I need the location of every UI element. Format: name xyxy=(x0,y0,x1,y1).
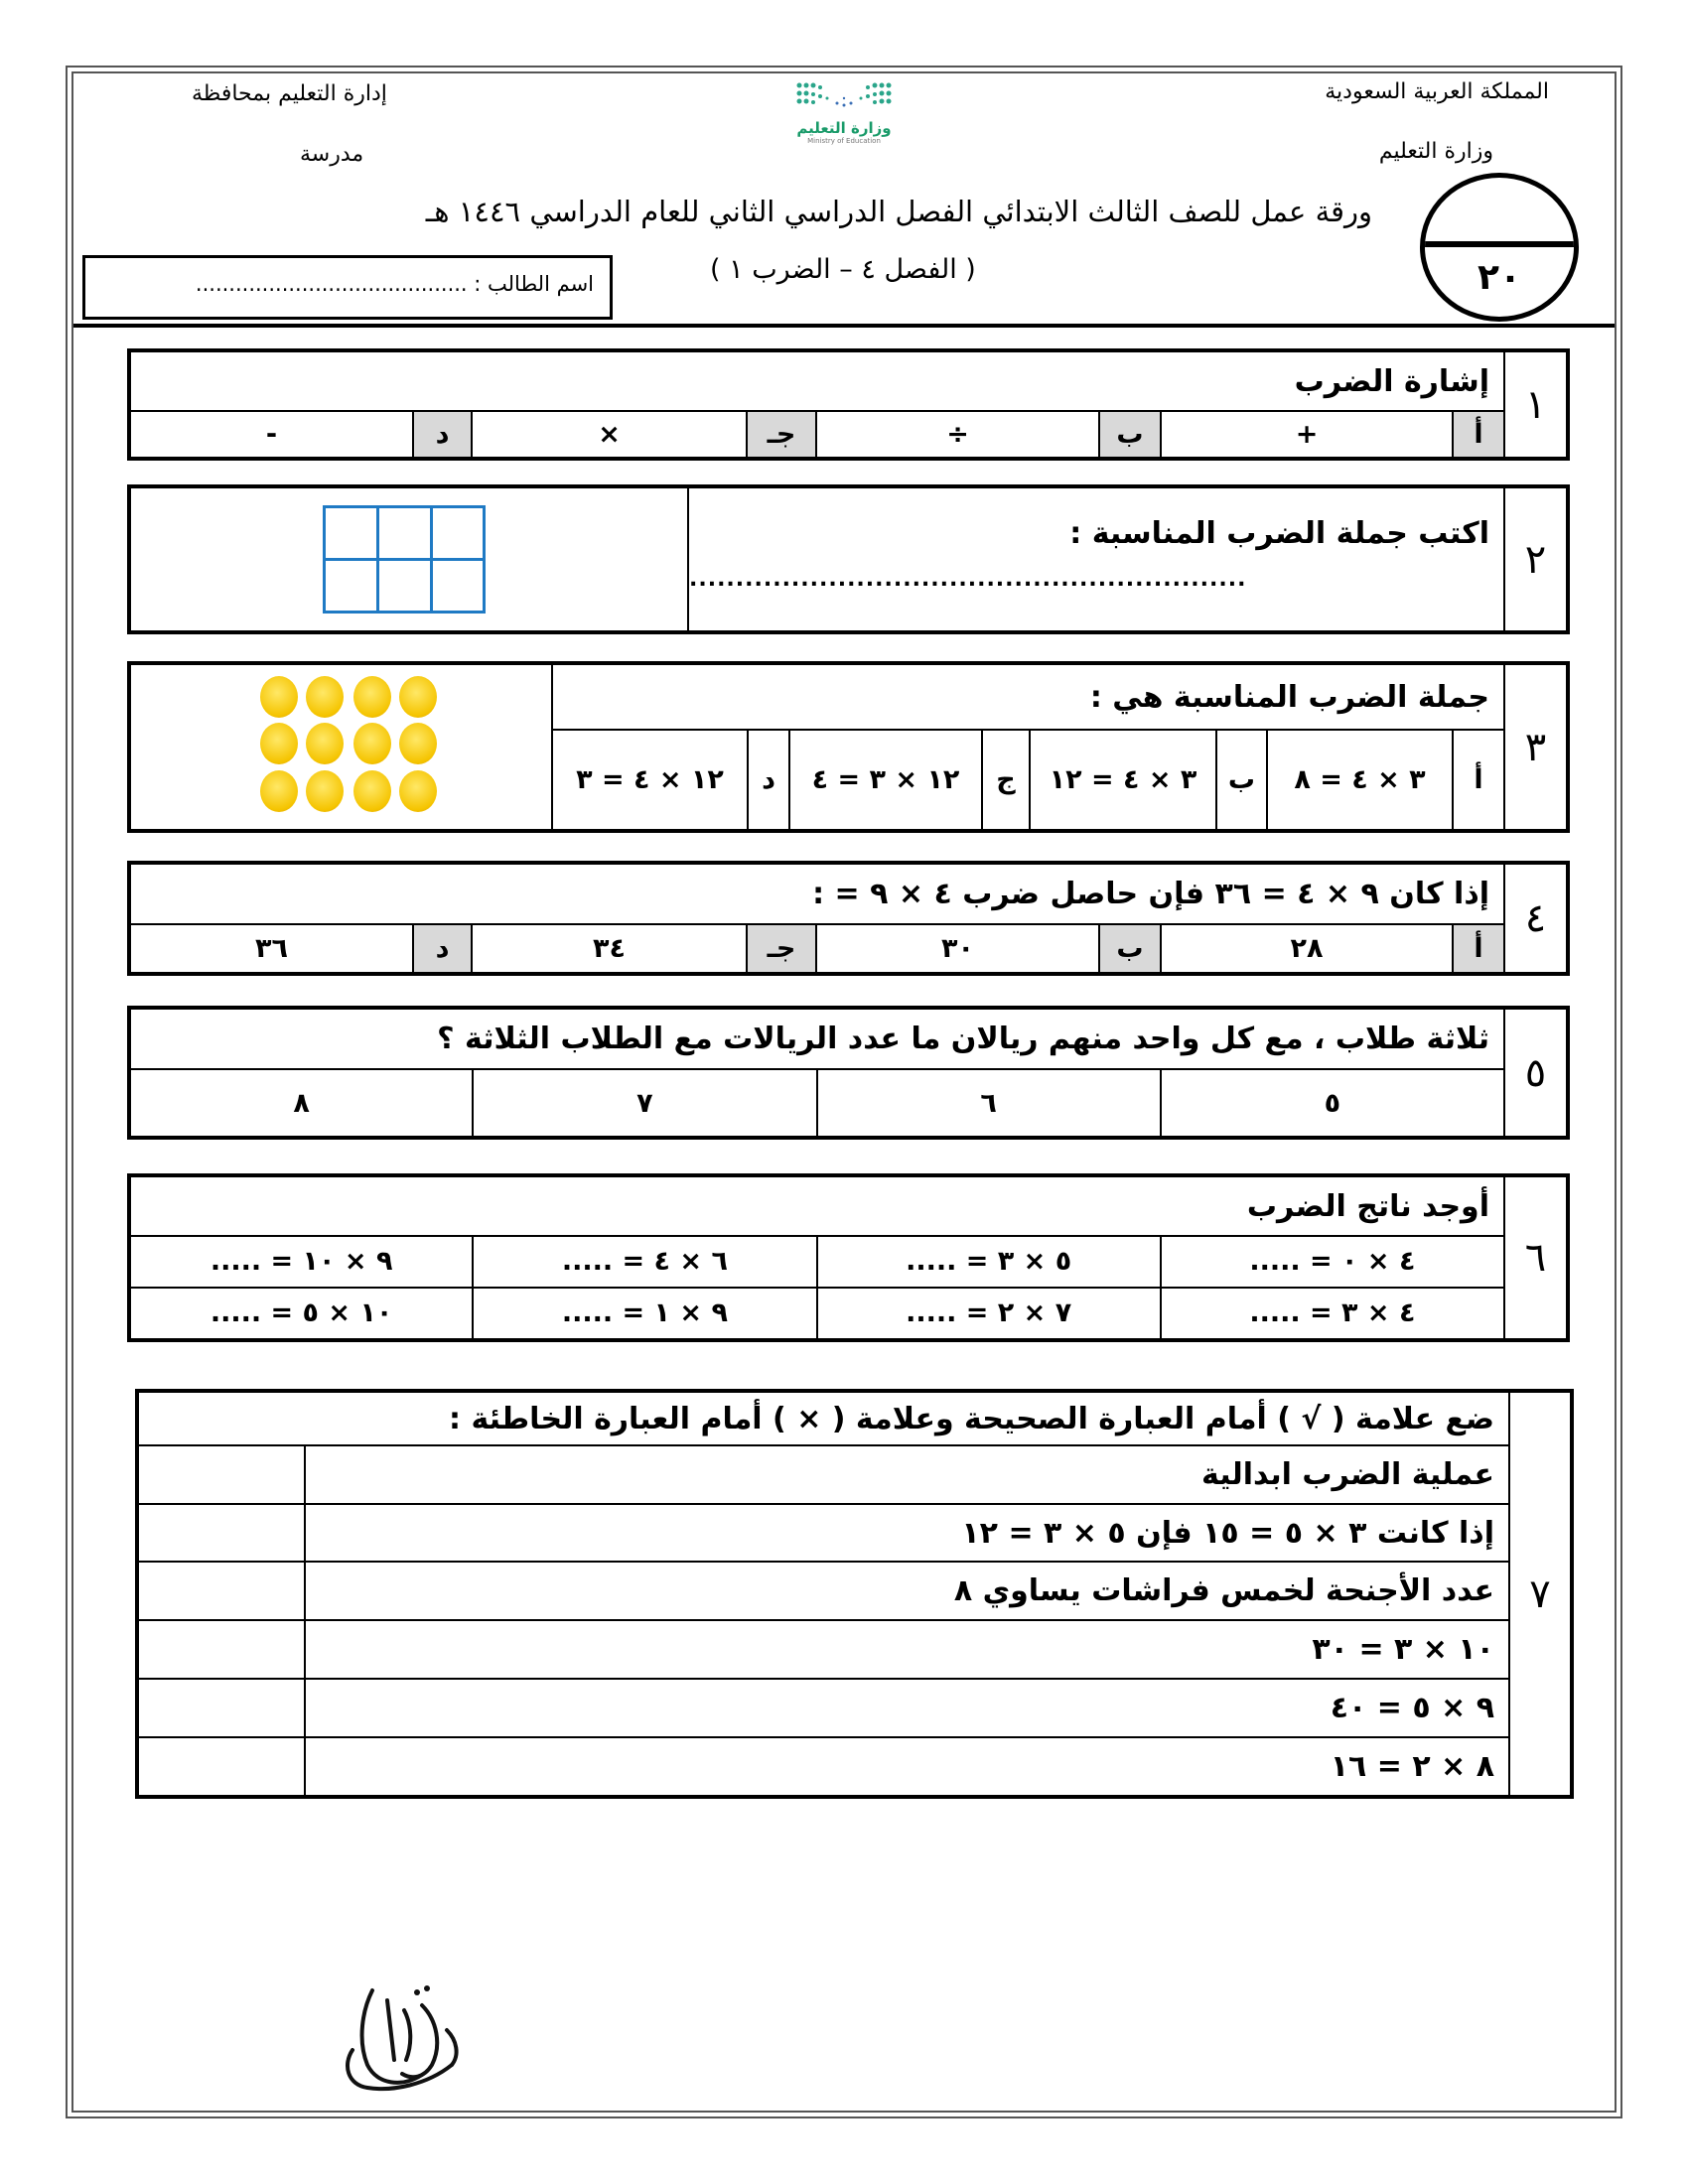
question-1 xyxy=(127,348,1570,461)
question-4 xyxy=(127,861,1570,976)
statement: عدد الأجنحة لخمس فراشات يساوي ٨ xyxy=(305,1562,1509,1620)
product-item[interactable]: ٥ × ٣ = ..... xyxy=(817,1236,1161,1288)
question-stem: أوجد ناتج الضرب xyxy=(129,1175,1504,1236)
question-number: ٣ xyxy=(1504,663,1568,831)
question-7 xyxy=(135,1389,1574,1799)
answer-line[interactable]: ............................................................ xyxy=(689,567,1247,592)
logo-dots-icon xyxy=(789,79,899,115)
option-b[interactable]: ÷ xyxy=(816,411,1099,459)
option-a[interactable]: ٥ xyxy=(1161,1069,1504,1138)
coin-icon xyxy=(260,676,298,718)
coin-icon xyxy=(260,770,298,812)
question-3 xyxy=(127,661,1570,833)
header-divider xyxy=(73,324,1615,328)
option-label: د xyxy=(748,730,789,831)
worksheet-title: ورقة عمل للصف الثالث الابتدائي الفصل الدراسي الثاني للعام الدراسي ١٤٤٦ هـ xyxy=(425,195,1372,228)
answer-box[interactable] xyxy=(137,1562,305,1620)
option-c[interactable]: × xyxy=(472,411,747,459)
statement: عملية الضرب ابدالية xyxy=(305,1445,1509,1504)
question-stem: جملة الضرب المناسبة هي : xyxy=(552,663,1504,730)
coin-icon xyxy=(353,770,391,812)
option-b[interactable]: ٦ xyxy=(817,1069,1161,1138)
statement: ١٠ × ٣ = ٣٠ xyxy=(305,1620,1509,1679)
question-5 xyxy=(127,1006,1570,1140)
kingdom-label: المملكة العربية السعودية xyxy=(1325,79,1549,104)
question-6 xyxy=(127,1173,1570,1342)
option-label: ب xyxy=(1216,730,1267,831)
option-d[interactable]: - xyxy=(129,411,413,459)
option-label: أ xyxy=(1453,924,1504,974)
option-label: ب xyxy=(1099,411,1161,459)
answer-box[interactable] xyxy=(137,1504,305,1563)
answer-box[interactable] xyxy=(137,1620,305,1679)
option-d[interactable]: ٣٦ xyxy=(129,924,413,974)
option-d[interactable]: ٨ xyxy=(129,1069,473,1138)
option-label: ب xyxy=(1099,924,1161,974)
product-item[interactable]: ٩ × ١٠ = ..... xyxy=(129,1236,473,1288)
coin-icon xyxy=(306,723,344,764)
question-number: ٥ xyxy=(1504,1008,1568,1138)
product-item[interactable]: ٤ × ٠ = ..... xyxy=(1161,1236,1504,1288)
question-number: ٤ xyxy=(1504,863,1568,974)
question-stem: ثلاثة طلاب ، مع كل واحد منهم ريالان ما عدد الريالات مع الطلاب الثلاثة ؟ xyxy=(129,1008,1504,1069)
option-label: ج xyxy=(982,730,1030,831)
school-label: مدرسة xyxy=(300,142,364,167)
option-b[interactable]: ٣ × ٤ = ١٢ xyxy=(1030,730,1216,831)
product-item[interactable]: ٦ × ٤ = ..... xyxy=(473,1236,816,1288)
question-number: ٢ xyxy=(1504,486,1568,632)
question-stem: اكتب جملة الضرب المناسبة : xyxy=(1069,516,1489,551)
product-item[interactable]: ١٠ × ٥ = ..... xyxy=(129,1288,473,1340)
ministry-label: وزارة التعليم xyxy=(1378,139,1493,164)
coin-icon xyxy=(399,676,437,718)
question-stem: إشارة الضرب xyxy=(129,350,1504,411)
question-number: ٧ xyxy=(1509,1391,1572,1797)
coin-icon xyxy=(260,723,298,764)
ministry-logo xyxy=(789,79,899,145)
product-item[interactable]: ٧ × ٢ = ..... xyxy=(817,1288,1161,1340)
answer-box[interactable] xyxy=(137,1679,305,1737)
coin-icon xyxy=(353,676,391,718)
product-item[interactable]: ٤ × ٣ = ..... xyxy=(1161,1288,1504,1340)
option-d[interactable]: ١٢ × ٤ = ٣ xyxy=(552,730,748,831)
score-divider xyxy=(1425,241,1574,247)
question-number: ٦ xyxy=(1504,1175,1568,1340)
logo-text-ar: وزارة التعليم xyxy=(796,119,892,137)
rectangle-array-grid xyxy=(323,505,486,614)
coin-icon xyxy=(399,770,437,812)
statement: ٩ × ٥ = ٤٠ xyxy=(305,1679,1509,1737)
option-b[interactable]: ٣٠ xyxy=(816,924,1099,974)
option-label: أ xyxy=(1453,730,1504,831)
question-2-text-cell xyxy=(688,486,1504,632)
coin-icon xyxy=(306,770,344,812)
option-c[interactable]: ٧ xyxy=(473,1069,816,1138)
option-label: أ xyxy=(1453,411,1504,459)
score-circle xyxy=(1420,173,1579,322)
statement: إذا كانت ٣ × ٥ = ١٥ فإن ٥ × ٣ = ١٢ xyxy=(305,1504,1509,1563)
signature-calligraphy-icon xyxy=(333,1971,482,2100)
answer-box[interactable] xyxy=(137,1737,305,1797)
score-total: ٢٠ xyxy=(1477,257,1521,298)
option-a[interactable]: ٢٨ xyxy=(1161,924,1453,974)
coin-icon xyxy=(306,676,344,718)
question-stem: ضع علامة ( √ ) أمام العبارة الصحيحة وعلامة ( × ) أمام العبارة الخاطئة : xyxy=(137,1391,1509,1445)
option-a[interactable]: ٣ × ٤ = ٨ xyxy=(1267,730,1453,831)
question-number: ١ xyxy=(1504,350,1568,459)
student-name-label: اسم الطالب : ......................................... xyxy=(195,272,594,296)
question-stem: إذا كان ٩ × ٤ = ٣٦ فإن حاصل ضرب ٤ × ٩ = : xyxy=(129,863,1504,924)
coin-icon xyxy=(399,723,437,764)
option-c[interactable]: ١٢ × ٣ = ٤ xyxy=(789,730,982,831)
directorate-label: إدارة التعليم بمحافظة xyxy=(192,81,387,106)
option-label: جـ xyxy=(747,411,816,459)
option-label: د xyxy=(413,411,472,459)
product-item[interactable]: ٩ × ١ = ..... xyxy=(473,1288,816,1340)
coin-icon xyxy=(353,723,391,764)
student-name-field[interactable] xyxy=(82,255,613,320)
answer-box[interactable] xyxy=(137,1445,305,1504)
option-c[interactable]: ٣٤ xyxy=(472,924,747,974)
option-label: د xyxy=(413,924,472,974)
signature xyxy=(333,1971,482,2104)
option-label: جـ xyxy=(747,924,816,974)
logo-text-en: Ministry of Education xyxy=(807,137,881,145)
option-a[interactable]: + xyxy=(1161,411,1453,459)
worksheet-subtitle: ( الفصل ٤ – الضرب ١ ) xyxy=(710,254,976,285)
statement: ٨ × ٢ = ١٦ xyxy=(305,1737,1509,1797)
